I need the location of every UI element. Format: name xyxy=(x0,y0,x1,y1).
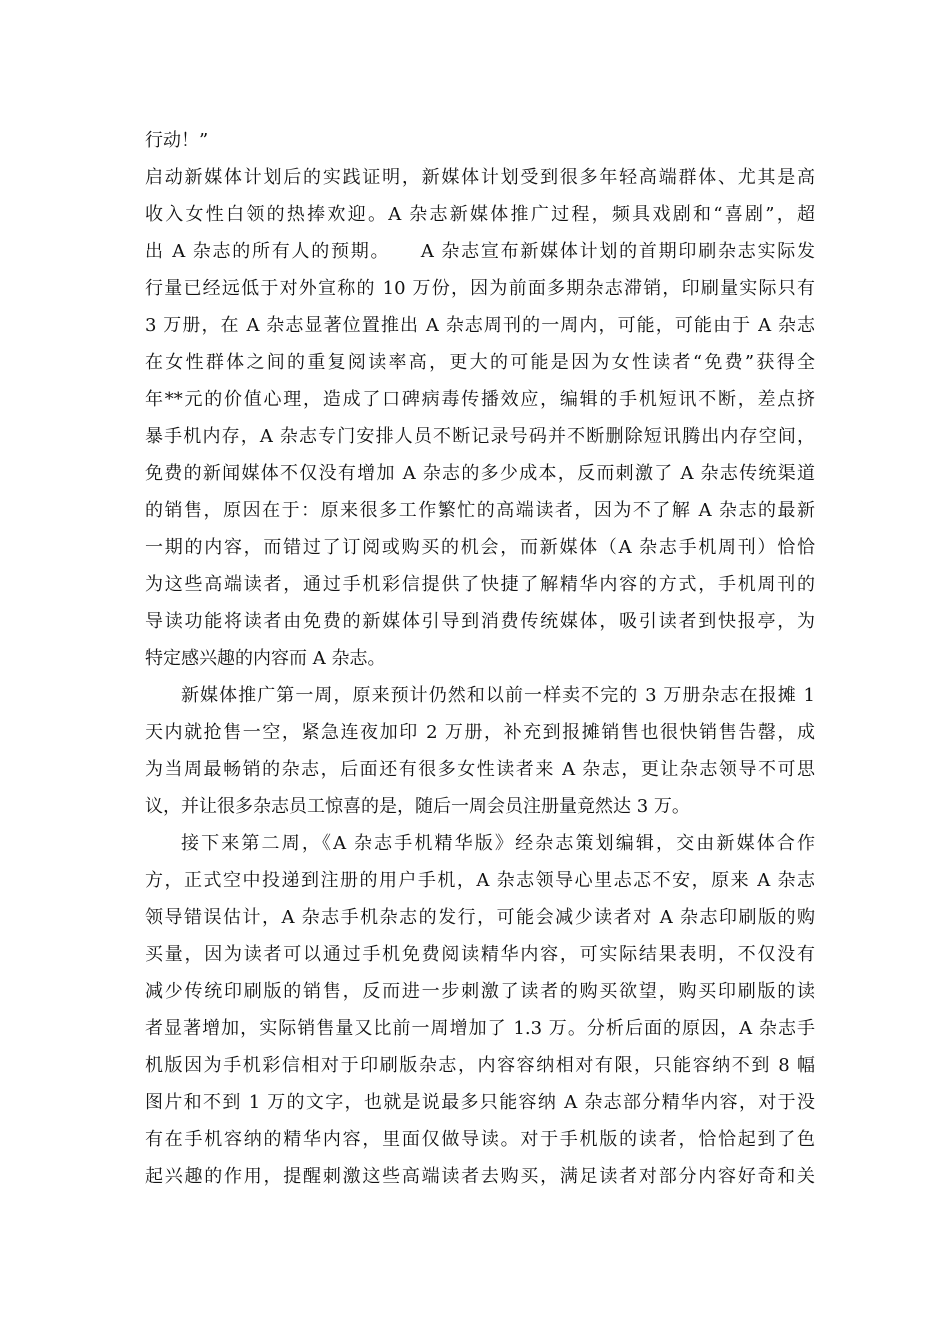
text-line: 导读功能将读者由免费的新媒体引导到消费传统媒体，吸引读者到快报亭，为 xyxy=(145,611,815,632)
text-line: 免费的新闻媒体不仅没有增加 A 杂志的多少成本，反而刺激了 A 杂志传统渠道 xyxy=(145,463,815,484)
text-line: 起兴趣的作用，提醒刺激这些高端读者去购买，满足读者对部分内容好奇和关 xyxy=(145,1166,815,1187)
text-line: 暴手机内存，A 杂志专门安排人员不断记录号码并不断删除短讯腾出内存空间， xyxy=(145,426,815,447)
text-line: 一期的内容，而错过了订阅或购买的机会，而新媒体（A 杂志手机周刊）恰恰 xyxy=(145,537,815,558)
text-line: 出 A 杂志的所有人的预期。 A 杂志宣布新媒体计划的首期印刷杂志实际发 xyxy=(145,241,815,262)
text-line: 收入女性白领的热捧欢迎。A 杂志新媒体推广过程，频具戏剧和“喜剧”，超 xyxy=(145,204,815,225)
text-line: 行量已经远低于对外宣称的 10 万份，因为前面多期杂志滞销，印刷量实际只有 xyxy=(145,278,815,299)
document-body xyxy=(145,122,815,1195)
text-line: 议，并让很多杂志员工惊喜的是，随后一周会员注册量竟然达 3 万。 xyxy=(145,796,690,817)
text-line: 方，正式空中投递到注册的用户手机，A 杂志领导心里忐忑不安，原来 A 杂志 xyxy=(145,870,815,891)
text-line: 在女性群体之间的重复阅读率高，更大的可能是因为女性读者“免费”获得全 xyxy=(145,352,815,373)
text-line: 行动！” xyxy=(145,130,209,151)
text-line: 为当周最畅销的杂志，后面还有很多女性读者来 A 杂志，更让杂志领导不可思 xyxy=(145,759,815,780)
text-line: 启动新媒体计划后的实践证明，新媒体计划受到很多年轻高端群体、尤其是高 xyxy=(145,167,815,188)
text-line: 者显著增加，实际销售量又比前一周增加了 1.3 万。分析后面的原因，A 杂志手 xyxy=(145,1018,815,1039)
text-line: 买量，因为读者可以通过手机免费阅读精华内容，可实际结果表明，不仅没有 xyxy=(145,944,815,965)
text-line: 减少传统印刷版的销售，反而进一步刺激了读者的购买欲望，购买印刷版的读 xyxy=(145,981,815,1002)
text-line: 天内就抢售一空，紧急连夜加印 2 万册，补充到报摊销售也很快销售告罄，成 xyxy=(145,722,815,743)
text-line: 年**元的价值心理，造成了口碑病毒传播效应，编辑的手机短讯不断，差点挤 xyxy=(145,389,815,410)
text-line: 图片和不到 1 万的文字，也就是说最多只能容纳 A 杂志部分精华内容，对于没 xyxy=(145,1092,815,1113)
text-line: 领导错误估计，A 杂志手机杂志的发行，可能会减少读者对 A 杂志印刷版的购 xyxy=(145,907,815,928)
paragraph-first-line: 新媒体推广第一周，原来预计仍然和以前一样卖不完的 3 万册杂志在报摊 1 xyxy=(181,685,815,706)
text-line: 3 万册，在 A 杂志显著位置推出 A 杂志周刊的一周内，可能，可能由于 A 杂志 xyxy=(145,315,815,336)
text-line: 机版因为手机彩信相对于印刷版杂志，内容容纳相对有限，只能容纳不到 8 幅 xyxy=(145,1055,815,1076)
text-line: 特定感兴趣的内容而 A 杂志。 xyxy=(145,648,386,669)
text-line: 的销售，原因在于：原来很多工作繁忙的高端读者，因为不了解 A 杂志的最新 xyxy=(145,500,815,521)
text-line: 有在手机容纳的精华内容，里面仅做导读。对于手机版的读者，恰恰起到了色 xyxy=(145,1129,815,1150)
text-line: 为这些高端读者，通过手机彩信提供了快捷了解精华内容的方式，手机周刊的 xyxy=(145,574,815,595)
paragraph-first-line: 接下来第二周，《A 杂志手机精华版》经杂志策划编辑，交由新媒体合作 xyxy=(181,833,815,854)
